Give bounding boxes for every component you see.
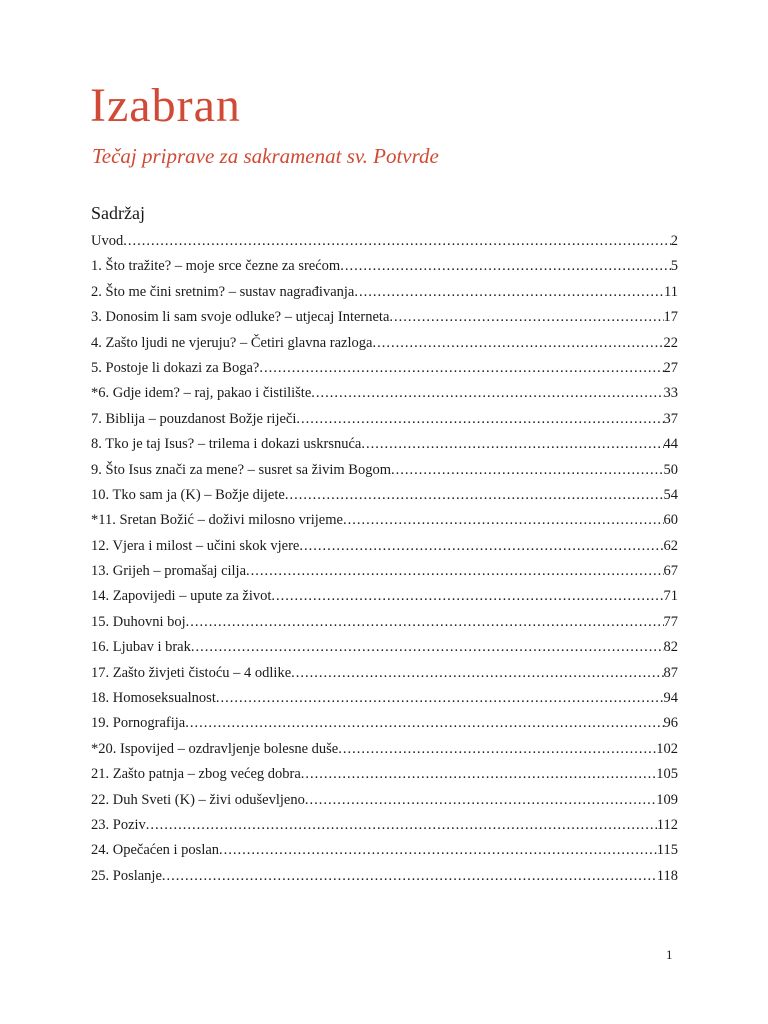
toc-dot-leader <box>361 432 663 457</box>
toc-entry-title: Uvod <box>91 233 124 249</box>
toc-entry-page: 54 <box>663 486 678 503</box>
toc-dot-leader <box>340 254 671 279</box>
toc-dot-leader <box>285 483 664 508</box>
toc-dot-leader <box>291 661 663 686</box>
toc-heading: Sadržaj <box>91 203 145 223</box>
table-of-contents <box>91 229 678 889</box>
toc-entry-title: 14. Zapovijedi – upute za život <box>91 588 272 605</box>
toc-dot-leader <box>391 458 663 483</box>
toc-entry-page: 77 <box>663 613 678 630</box>
toc-entry-page: 11 <box>664 283 678 300</box>
toc-entry-title: 19. Pornografija <box>91 715 186 732</box>
toc-entry-page: 67 <box>663 563 678 580</box>
toc-entry-title: 18. Homoseksualnost <box>91 690 216 707</box>
toc-entry-title: 2. Što me čini sretnim? – sustav nagrađivanja <box>91 283 355 300</box>
toc-entry-title: 12. Vjera i milost – učini skok vjere <box>91 537 300 554</box>
toc-entry-page: 102 <box>656 740 678 757</box>
toc-entry-title: 17. Zašto živjeti čistoću – 4 odlike <box>91 664 292 681</box>
toc-dot-leader <box>185 711 663 736</box>
toc-entry-page: 5 <box>670 258 678 275</box>
toc-dot-leader <box>301 762 656 787</box>
toc-entry-title: 16. Ljubav i brak <box>91 639 191 656</box>
toc-entry[interactable] <box>91 305 678 330</box>
toc-entry-page: 71 <box>663 588 678 605</box>
toc-entry-page: 115 <box>656 842 678 859</box>
toc-entry[interactable] <box>91 331 678 356</box>
toc-entry[interactable] <box>91 356 678 381</box>
toc-entry[interactable] <box>91 838 678 863</box>
toc-entry[interactable] <box>91 584 678 609</box>
toc-dot-leader <box>271 584 663 609</box>
toc-entry-title: 23. Poziv <box>91 816 146 833</box>
toc-entry[interactable] <box>91 432 678 457</box>
toc-entry[interactable] <box>91 635 678 660</box>
toc-entry[interactable] <box>91 381 678 406</box>
toc-dot-leader <box>299 534 663 559</box>
toc-dot-leader <box>259 356 663 381</box>
toc-dot-leader <box>123 229 671 254</box>
toc-entry[interactable] <box>91 813 678 838</box>
toc-dot-leader <box>186 610 664 635</box>
toc-entry-page: 118 <box>656 867 678 884</box>
toc-entry[interactable] <box>91 280 678 305</box>
toc-entry[interactable] <box>91 559 678 584</box>
toc-entry[interactable] <box>91 458 678 483</box>
toc-entry-title: 5. Postoje li dokazi za Boga? <box>91 359 260 376</box>
toc-entry-title: 4. Zašto ljudi ne vjeruju? – Četiri glavna razloga <box>91 334 373 351</box>
toc-entry-title: 21. Zašto patnja – zbog većeg dobra <box>91 766 301 783</box>
toc-dot-leader <box>354 280 664 305</box>
toc-dot-leader <box>162 864 657 889</box>
toc-entry-title: 3. Donosim li sam svoje odluke? – utjecaj Interneta <box>91 309 390 326</box>
toc-entry-title: *11. Sretan Božić – doživi milosno vrijeme <box>91 512 343 529</box>
toc-entry[interactable] <box>91 229 678 254</box>
toc-entry-page: 96 <box>663 715 678 732</box>
toc-entry[interactable] <box>91 534 678 559</box>
toc-entry[interactable] <box>91 483 678 508</box>
toc-entry-page: 82 <box>663 639 678 656</box>
toc-entry-title: 7. Biblija – pouzdanost Božje riječi <box>91 410 297 427</box>
toc-entry-page: 94 <box>663 690 678 707</box>
toc-entry-title: 13. Grijeh – promašaj cilja <box>91 563 247 580</box>
toc-dot-leader <box>338 737 656 762</box>
page-number: 1 <box>666 947 673 962</box>
toc-dot-leader <box>343 508 664 533</box>
toc-entry-page: 33 <box>663 385 678 402</box>
toc-entry[interactable] <box>91 711 678 736</box>
toc-entry[interactable] <box>91 610 678 635</box>
toc-entry-page: 37 <box>663 410 678 427</box>
toc-entry[interactable] <box>91 508 678 533</box>
toc-dot-leader <box>219 838 657 863</box>
document-title: Izabran <box>90 79 241 132</box>
toc-dot-leader <box>216 686 664 711</box>
toc-entry-title: 25. Poslanje <box>91 867 162 884</box>
toc-entry-page: 17 <box>663 309 678 326</box>
toc-entry[interactable] <box>91 864 678 889</box>
toc-entry[interactable] <box>91 788 678 813</box>
toc-entry-page: 44 <box>663 436 678 453</box>
toc-entry-page: 60 <box>663 512 678 529</box>
toc-entry-page: 50 <box>663 461 678 478</box>
toc-entry-page: 87 <box>663 664 678 681</box>
toc-entry-title: 8. Tko je taj Isus? – trilema i dokazi uskrsnuća <box>91 436 362 453</box>
toc-entry-title: 10. Tko sam ja (K) – Božje dijete <box>91 486 285 503</box>
toc-entry-title: 24. Opečaćen i poslan <box>91 842 220 859</box>
toc-dot-leader <box>389 305 663 330</box>
toc-entry[interactable] <box>91 737 678 762</box>
toc-entry[interactable] <box>91 254 678 279</box>
document-subtitle: Tečaj priprave za sakramenat sv. Potvrde <box>92 144 439 168</box>
toc-dot-leader <box>372 331 663 356</box>
toc-entry-page: 109 <box>656 791 678 808</box>
toc-entry-title: 1. Što tražite? – moje srce čezne za srećom <box>91 258 341 275</box>
toc-entry-page: 112 <box>656 816 678 833</box>
toc-entry-page: 2 <box>670 233 678 249</box>
toc-entry-page: 105 <box>656 766 678 783</box>
toc-entry[interactable] <box>91 686 678 711</box>
toc-entry-title: 15. Duhovni boj <box>91 613 186 630</box>
toc-dot-leader <box>311 381 663 406</box>
toc-dot-leader <box>305 788 656 813</box>
toc-entry-page: 22 <box>663 334 678 351</box>
toc-dot-leader <box>191 635 664 660</box>
toc-entry[interactable] <box>91 407 678 432</box>
toc-dot-leader <box>146 813 657 838</box>
toc-entry-page: 62 <box>663 537 678 554</box>
toc-dot-leader <box>246 559 663 584</box>
toc-entry[interactable] <box>91 661 678 686</box>
toc-entry-title: *20. Ispovijed – ozdravljenje bolesne duše <box>91 740 339 757</box>
toc-entry-title: *6. Gdje idem? – raj, pakao i čistilište <box>91 385 312 402</box>
toc-entry-title: 9. Što Isus znači za mene? – susret sa živim Bogom <box>91 461 392 478</box>
toc-dot-leader <box>296 407 663 432</box>
toc-entry[interactable] <box>91 762 678 787</box>
toc-entry-page: 27 <box>663 359 678 376</box>
toc-entry-title: 22. Duh Sveti (K) – živi oduševljeno <box>91 791 305 808</box>
